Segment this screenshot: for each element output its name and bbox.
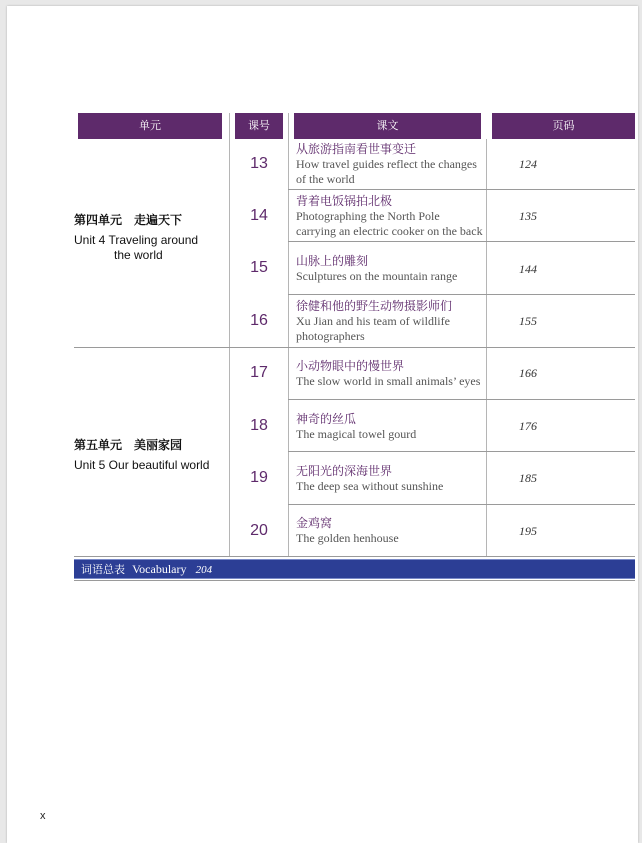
lesson-page: 144 xyxy=(519,262,537,276)
lesson-title: 从旅游指南看世事变迁 How travel guides reflect the changes of the world xyxy=(296,142,477,186)
lesson-page: 185 xyxy=(519,471,537,485)
lesson-title: 金鸡窝 The golden henhouse xyxy=(296,516,399,545)
lesson-page: 166 xyxy=(519,366,537,380)
row-divider xyxy=(288,399,635,400)
header-unit: 单元 xyxy=(78,113,222,139)
header-page: 页码 xyxy=(492,113,635,139)
lesson-number: 18 xyxy=(250,417,268,434)
unit-4 xyxy=(74,211,224,263)
lesson-page: 176 xyxy=(519,419,537,433)
table-bottom-line xyxy=(74,556,635,557)
lesson-number: 17 xyxy=(250,364,268,381)
row-divider xyxy=(288,451,635,452)
vocabulary-bar xyxy=(74,559,635,579)
vocabulary-page: 204 xyxy=(195,564,213,576)
unit-5 xyxy=(74,436,224,473)
lesson-number: 20 xyxy=(250,522,268,539)
vocab-bottom-line xyxy=(74,580,635,581)
unit-4-english-title: Unit 4 Traveling around the world xyxy=(74,233,199,262)
lesson-page: 124 xyxy=(519,157,537,171)
column-divider xyxy=(486,139,487,557)
row-divider xyxy=(288,294,635,295)
row-divider xyxy=(288,504,635,505)
unit-5-english-title: Unit 5 Our beautiful world xyxy=(74,458,210,472)
lesson-title: 徐健和他的野生动物摄影师们 Xu Jian and his team of wildlife photographers xyxy=(296,299,453,343)
vocabulary-chinese: 词语总表 xyxy=(81,564,125,576)
row-divider xyxy=(288,241,635,242)
lesson-title: 背着电饭锅拍北极 Photographing the North Pole carrying an electric cooker on the back xyxy=(296,194,483,238)
unit-5-chinese-title: 第五单元 美丽家园 xyxy=(74,438,183,452)
lesson-number: 14 xyxy=(250,207,268,224)
lesson-page: 155 xyxy=(519,314,537,328)
lesson-number: 16 xyxy=(250,312,268,329)
footer-mark: x xyxy=(40,810,46,822)
header-lesson: 课文 xyxy=(294,113,481,139)
lesson-title: 无阳光的深海世界 The deep sea without sunshine xyxy=(296,464,444,493)
lesson-title: 小动物眼中的慢世界 The slow world in small animals’ eyes xyxy=(296,359,481,388)
lesson-number: 19 xyxy=(250,469,268,486)
lesson-number: 13 xyxy=(250,155,268,172)
lesson-title: 神奇的丝瓜 The magical towel gourd xyxy=(296,412,417,441)
lesson-page: 195 xyxy=(519,524,537,538)
column-divider xyxy=(288,113,289,557)
header-lesson-number: 课号 xyxy=(235,113,283,139)
column-divider xyxy=(229,113,230,557)
lesson-number: 15 xyxy=(250,259,268,276)
lesson-title: 山脉上的雕刻 Sculptures on the mountain range xyxy=(296,254,458,283)
lesson-page: 135 xyxy=(519,209,537,223)
row-divider xyxy=(288,189,635,190)
unit-divider xyxy=(74,347,635,348)
vocabulary-english: Vocabulary xyxy=(132,562,187,576)
unit-4-chinese-title: 第四单元 走遍天下 xyxy=(74,213,183,227)
